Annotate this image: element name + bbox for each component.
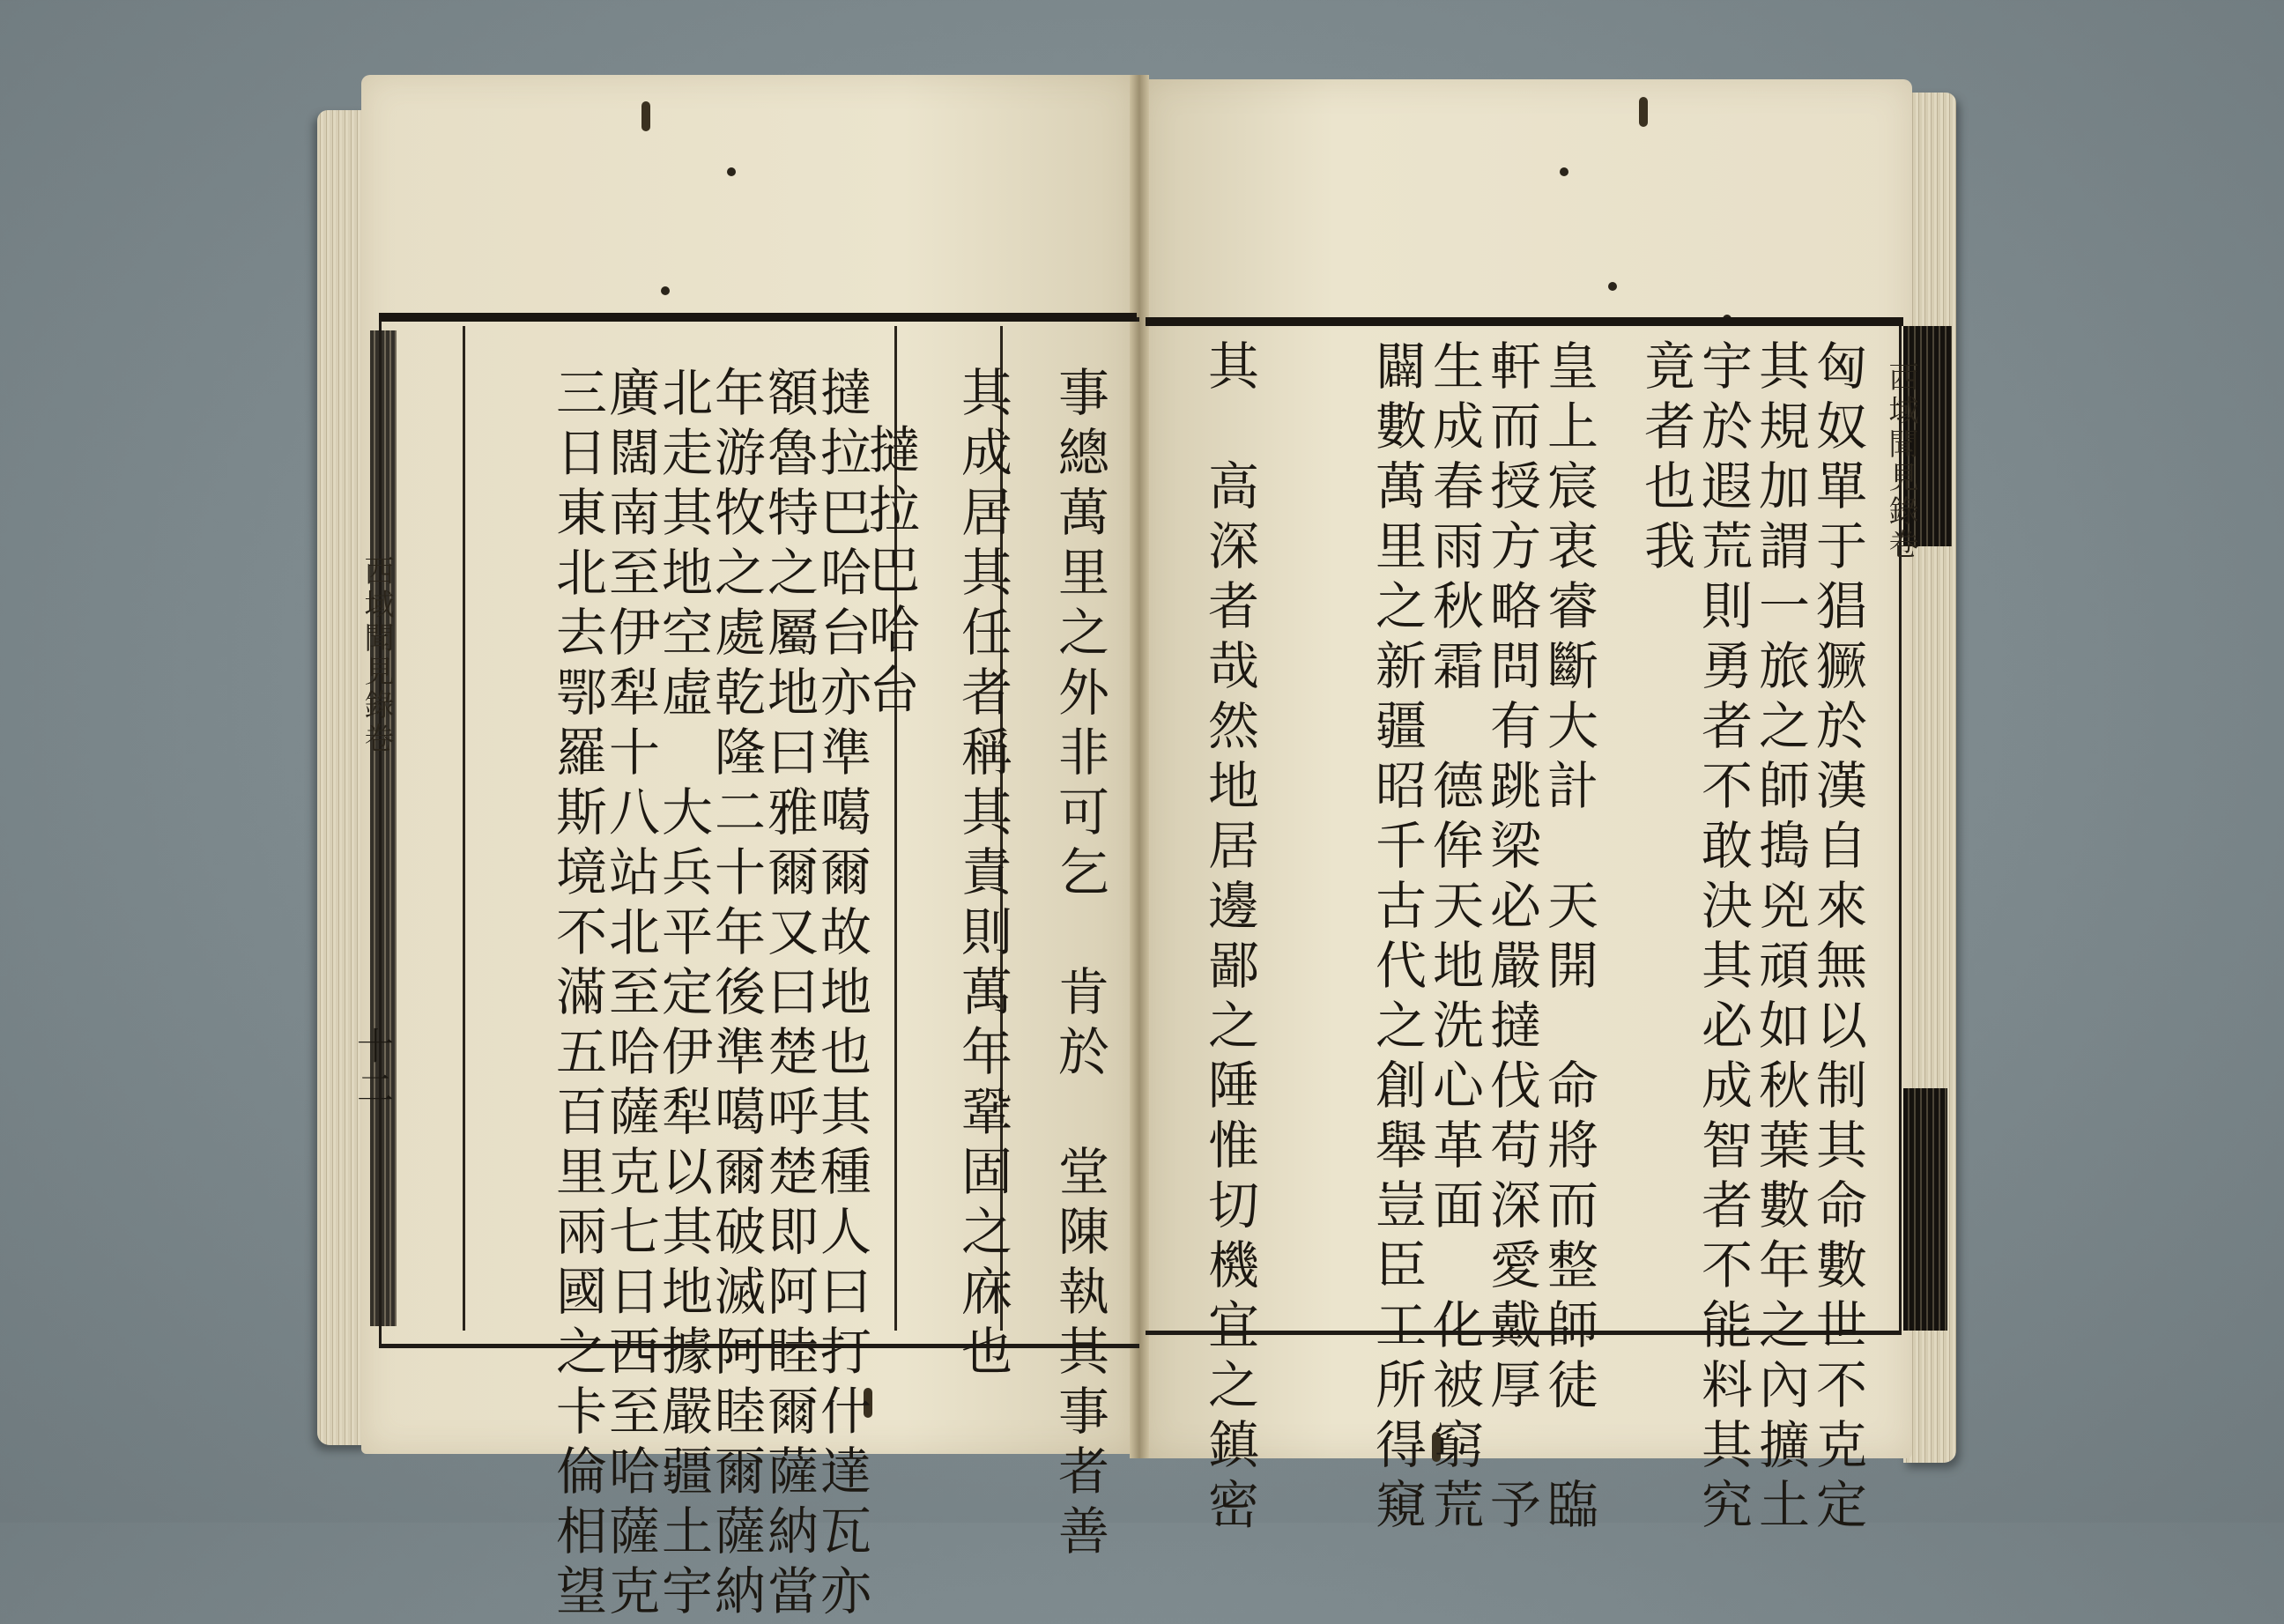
- text-column: 其規加謂一旅之師搗兇頑如秋葉數年之內擴土: [1750, 339, 1810, 1538]
- paper-speck: [661, 286, 670, 295]
- text-column: 事總萬里之外非可乞 肯於 堂陳執其事者善: [1049, 366, 1109, 1564]
- text-column: 撻拉巴哈台亦準噶爾故地也其種人曰打什達瓦亦: [812, 366, 871, 1624]
- paper-speck: [1608, 282, 1617, 291]
- text-column: 年游牧之處乾隆二十年後準噶爾破滅阿睦爾薩納: [706, 366, 766, 1624]
- left-top-rule: [379, 313, 1137, 322]
- binding-hole: [641, 101, 650, 131]
- paper-speck: [1560, 167, 1568, 176]
- text-column: 匈奴單于猖獗於漢自來無以制其命數世不克定: [1807, 339, 1867, 1538]
- text-column: 其成居其任者稱其責則萬年鞏固之庥也: [953, 366, 1012, 1384]
- text-column: 三日東北去鄂羅斯境不滿五百里兩國之卡倫相望: [547, 366, 607, 1624]
- text-column: 北走其地空虛 大兵平定伊犁以其地據嚴疆土宇: [653, 366, 713, 1624]
- text-column: 竟者也我: [1635, 339, 1695, 579]
- left-margin-title: 西域聞見錄卷: [359, 555, 394, 756]
- text-column: 軒而授方略問有跳梁必嚴撻伐苟深愛戴厚 予: [1481, 339, 1541, 1538]
- section-heading: 撻拉巴哈台: [860, 423, 920, 723]
- text-column: 額魯特之屬地曰雅爾又曰楚呼楚即阿睦爾薩納當: [759, 366, 819, 1624]
- paper-speck: [727, 167, 736, 176]
- right-block-mark-bottom: [1903, 1088, 1947, 1331]
- text-column: 皇上宸衷睿斷大計 天開 命將而整師徒 臨: [1539, 339, 1598, 1538]
- open-book: [317, 75, 1956, 1624]
- right-margin-title: 西域聞見錄卷: [1883, 361, 1918, 562]
- right-top-rule: [1146, 317, 1903, 326]
- folio-number: 十二: [352, 1027, 395, 1111]
- column-rule: [463, 326, 465, 1331]
- text-column: 廣闊南至伊犁十八站北至哈薩克七日西至哈薩克: [600, 366, 660, 1624]
- text-column: 闢數萬里之新疆昭千古代之創舉豈臣工所得窺: [1367, 339, 1427, 1538]
- text-column: 生成春雨秋霜 德侔天地洗心革面 化被窮荒: [1424, 339, 1484, 1538]
- binding-hole: [1639, 97, 1648, 127]
- text-column: 宇於遐荒則勇者不敢決其必成智者不能料其究: [1693, 339, 1753, 1538]
- text-column: 其 高深者哉然地居邊鄙之陲惟切機宜之鎮密: [1199, 339, 1259, 1538]
